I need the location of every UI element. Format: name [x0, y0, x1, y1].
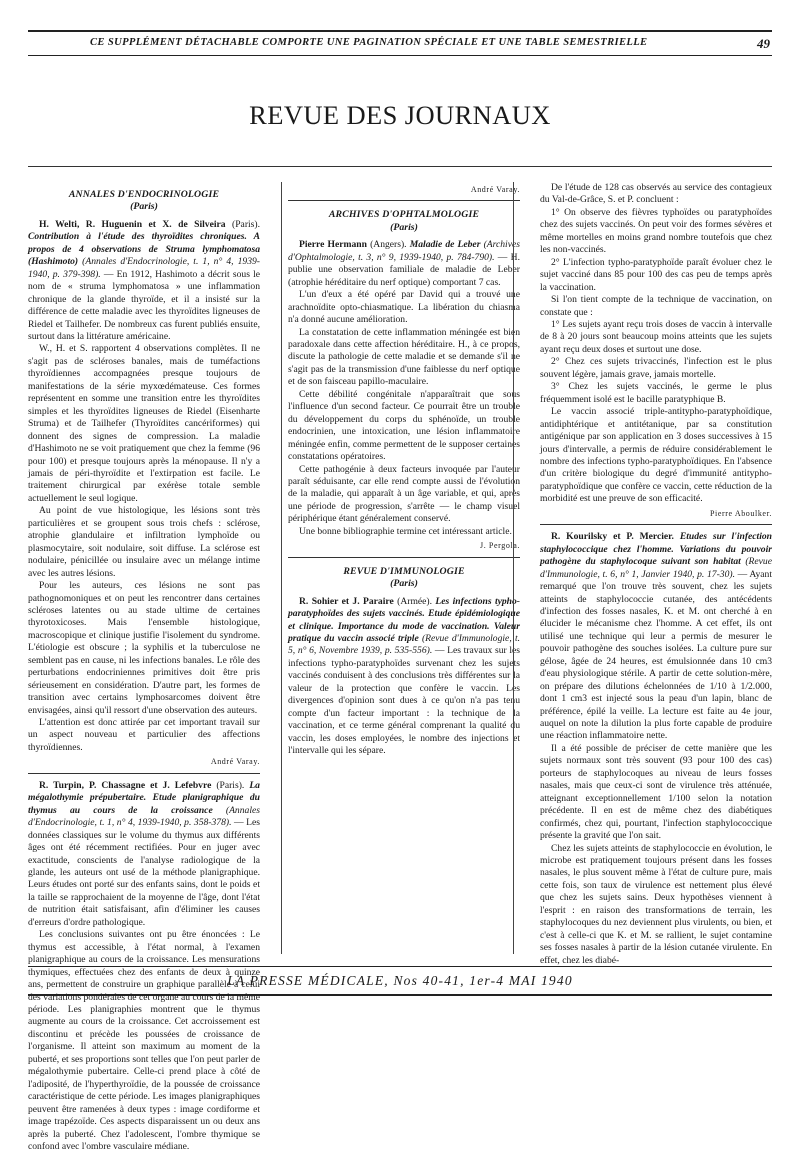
- article-signature: J. Pergola.: [479, 541, 520, 551]
- title-rule: [28, 166, 772, 167]
- article-paragraph: 1° Les sujets ayant reçu trois doses de vaccin à intervalle de 8 à 20 jours sont beaucoup moins atteints que les sujets ayant reçu deux doses et surtout une dose.: [540, 318, 772, 355]
- article-reference: (Revue d'Immunologie, t. 6, n° 1, Janvier 1940, p. 17-30).: [540, 556, 772, 580]
- article-paragraph: De l'étude de 128 cas observés au service des contagieux du Val-de-Grâce, S. et P. concluent :: [540, 182, 772, 206]
- article-title: Maladie de Leber: [409, 239, 481, 251]
- article-divider: [288, 200, 520, 201]
- article-hermann: [288, 239, 520, 289]
- running-head: [28, 30, 772, 56]
- article-authors: H. Welti, R. Huguenin et X. de Silveira: [39, 218, 226, 230]
- article-paragraph: — H. publie une observation familiale de maladie de Leber (atrophie héréditaire du nerf optique) comportant 7 cas.: [288, 251, 520, 288]
- page-number: 49: [757, 36, 770, 51]
- article-reference: (Archives d'Ophtalmologie, t. 3, n° 9, 1939-1940, p. 784-790).: [288, 239, 520, 263]
- article-reference: (Revue d'Immunologie, t. 5, n° 6, Novembre 1939, p. 535-556).: [288, 632, 521, 657]
- article-paragraph: Cette pathogénie à deux facteurs invoquée par l'auteur paraît séduisante, car elle rend compte aussi de l'évolution de la maladie, qui apparaît à un âge variable, et qui, après une période de progression, s'arrête — le champ visuel périphérique étant généralement conservé.: [288, 463, 520, 525]
- article-divider: [28, 773, 260, 774]
- article-city: (Paris).: [216, 779, 245, 791]
- article-paragraph: Chez les sujets atteints de staphylococcie en évolution, le microbe est pratiquement toujours présent dans les fosses nasales, le plus souvent même à l'état de culture pure, mais cette fois, son taux de virulence est nettement plus élevé que chez les sujets sains. Deux hypothèses viennent à l'esprit : en raison des transformations de terrain, les staphylocoques du nez deviennent plus virulents, ou bien, et c'est à celle-ci que K. et M. se rallient, le sujet contamine ses fosses nasales à partir de la lésion cutanée virulente. En effet, chez les diabé-: [540, 842, 772, 966]
- page-footer: [28, 966, 772, 996]
- article-authors: R. Kourilsky et P. Mercier.: [551, 531, 674, 543]
- article-paragraph: Une bonne bibliographie termine cet intéressant article.: [299, 525, 512, 537]
- article-authors: R. Sohier et J. Paraire: [299, 595, 394, 607]
- article-paragraph: La constatation de cette inflammation méningée est bien paradoxale dans cette affection héréditaire. H., à ce propos, discute la pathologie de cette maladie et se demande s'il ne s'agit pas de la transmission d'une faiblesse du nerf optique et de son faisceau papillo-maculaire.: [288, 326, 520, 388]
- article-paragraph: — Les données classiques sur le volume du thymus aux différents âges ont été récemment rectifiées. Pour en juger avec exactitude, conscients de l'analyse radiologique de la glande, les auteurs ont usé de la méthode planigraphique. Leurs études ont porté sur des enfants sains, dont le poids et la taille se rapprochaient de la moyenne de l'âge, dont l'état de nutrition était satisfaisant, afin d'éliminer les causes d'erreurs d'ordre pathologique.: [28, 817, 260, 928]
- column-1: [28, 182, 261, 1152]
- article-paragraph: Au point de vue histologique, les lésions sont très particulières et se groupent sous trois chefs : sclérose, atrophie glandulaire et infiltration lymphoïde ou plasmocytaire, soit nodulaire, soit diffuse. La sclérose est nodulaire, pénicillée ou insulaire avec un mélange intime avec les autres lésions.: [28, 505, 260, 579]
- article-city: (Angers).: [370, 239, 407, 251]
- article-reference: (Annales d'Endocrinologie, t. 1, n° 4, 1939-1940, p. 379-398).: [28, 256, 260, 280]
- article-kourilsky: [540, 531, 772, 743]
- article-sohier: [288, 596, 520, 758]
- column-2: [288, 182, 520, 954]
- footer-text: LA PRESSE MÉDICALE, Nos 40-41, 1er-4 MAI 1940: [227, 973, 573, 988]
- article-paragraph: Le vaccin associé triple-antitypho-paratyphoïdique, antidiphtérique et antitétanique, par sa constitution antigénique par son application en 3 doses successives à 15 jours d'intervalle, a permis de réduire considérablement le nombre des infections typho-paratyphoïdiques. En l'absence d'un critère biologique du degré d'immunité antitypho-paratyphoïdique que confère ce vaccin, cette réduction de la morbidité est une preuve de son efficacité.: [540, 406, 772, 505]
- section-city-immunologie: (Paris): [390, 578, 418, 590]
- article-paragraph: 3° Chez les sujets vaccinés, le germe le plus fréquemment isolé est le bacille paratyphique B.: [540, 381, 772, 405]
- section-heading-immunologie: REVUE D'IMMUNOLOGIE: [343, 565, 465, 577]
- journal-title: REVUE DES JOURNAUX: [249, 100, 551, 130]
- article-paragraph: Si l'on tient compte de la technique de vaccination, on constate que :: [540, 294, 772, 318]
- column-3: [540, 182, 773, 966]
- article-signature: Pierre Aboulker.: [709, 508, 772, 518]
- article-title: Les infections typho-paratyphoïdes des sujets vaccinés. Etude épidémiologique et clinique. Importance du mode de vaccination. Valeur pratique du vaccin associé triple: [288, 595, 520, 644]
- article-signature: André Varay.: [210, 757, 260, 767]
- section-city-ophtalmologie: (Paris): [390, 221, 418, 233]
- article-city: (Armée).: [397, 595, 433, 607]
- article-title: Etudes sur l'infection staphylococcique chez l'homme. Variations du pouvoir pathogène du staphylocoque suivant son habitat: [540, 531, 773, 568]
- article-reference: (Annales d'Endocrinologie, t. 1, n° 4, 1939-1940, p. 358-378).: [28, 804, 260, 829]
- article-paragraph-continues: Les conclusions suivantes ont pu être énoncées : Le thymus est accessible, à l'état normal, à l'examen planigraphique au cours de la croissance. Les mensurations thymiques, effectuées chez des enfants de deux à quinze ans, permettent de construire un graphique parallèle à celui des variations pondérales de cet organe au cours de la même période. Les planigraphies montrent que le thymus augmente au cours de la croissance. Cet accroissement est discontinu et précède les poussées de croissance de l'organisme. Il atteint son maximum au moment de la puberté, et ses proportions sont telles que l'on peut parler de mégalothymie pubertaire. Celle-ci prend place à côté de l'adiposité, de l'hyperthyroïdie, de la poussée de croissance caractéristique de cette période. Les images planigraphiques peuvent être ramenées à deux types : image cordiforme et image trapézoïde. Ces aspects disparaissent un ou deux ans après la puberté. Chez l'adolescent, l'ombre thymique se confond avec l'ombre vasculaire médiane.: [28, 929, 260, 1152]
- article-paragraph: — Ayant remarqué que l'on trouve très souvent, chez les sujets atteints de staphylococcie cutanée, des antécédents d'infection des fosses nasales, K. et M. ont cherché à en élucider le mécanisme chez l'homme. A cet effet, ils ont utilisé une technique qui leur a permis de mesurer le pouvoir pathogène des souches isolées. La culture pure sur gélose, âgée de 24 heures, est émulsionnée dans 10 cm3 d'eau physiologique stérile. A partir de cette solution-mère, on prépare des dilutions échelonnées de 1/10 à 1/2.000, dont 1 cm3 est injecté sous la peau d'un lapin, blanc de préférence, épilé la veille. La lecture est faite au 4e jour, auquel on note la dilution la plus forte capable de produire une réaction inflammatoire nette.: [540, 568, 772, 742]
- article-authors: R. Turpin, P. Chassagne et J. Lefebvre: [39, 779, 212, 791]
- article-paragraph: Il a été possible de préciser de cette manière que les sujets normaux sont très souvent (93 pour 100 des cas) porteurs de staphylocoques au niveau de leurs fosses nasales, mais que ceux-ci sont de virulence très atténuée, atteignant exceptionnellement 1/100 selon la notation précédente. Il en est de même chez des diabétiques confirmés, chez qui, pourtant, l'infection staphylococcique présente la gravité que l'on sait.: [540, 742, 772, 842]
- article-paragraph: W., H. et S. rapportent 4 observations complètes. Il ne s'agit pas de scléroses banales, mais de tuméfactions thyroïdiennes accompagnées presque toujours de manifestations de la série myxœdémateuse. Ces formes représentent en somme une transition entre les thyroïdites simples et les thyroïdites ligneuses de Riedel (Eisenharte Struma) et de Tailhefer (Thyroïdites cancériformes) qui donnent des signes de compression. La maladie d'Hashimoto ne se voit pratiquement que chez la femme (96 pour 100) et presque toujours après la ménopause. Il n'y a jamais de péri-thyroïdite et l'extirpation est facile. Le traitement chirurgical par exérèse totale semble actuellement le seul logique.: [28, 343, 260, 504]
- article-paragraph: 2° L'infection typho-paratyphoïde paraît évoluer chez le sujet vacciné dans 85 pour 100 des cas peu de temps après la vaccination.: [540, 256, 772, 293]
- article-paragraph: Cette débilité congénitale n'apparaîtrait que sous l'influence d'un second facteur. Ce pourrait être un trouble du développement du corps du sphénoïde, un trouble endocrinien, une intoxication, une lésion inflammatoire méningée enfin, comme permettent de le supposer certaines constatations opératoires.: [288, 388, 520, 463]
- article-paragraph: 1° On observe des fièvres typhoïdes ou paratyphoïdes chez des sujets vaccinés. On peut voir des formes sévères et même mortelles en moins grand nombre toutefois que chez les non-vaccinés.: [540, 206, 772, 256]
- article-title: La mégalothymie prépubertaire. Etude planigraphique du thymus au cours de la croissance: [28, 779, 260, 816]
- section-city-endocrinologie: (Paris): [130, 201, 158, 213]
- article-paragraph: L'attention est donc attirée par cet important travail sur un aspect nouveau et particulier des affections thyroïdiennes.: [28, 717, 260, 753]
- article-divider: [540, 524, 772, 525]
- article-turpin: [28, 780, 260, 929]
- article-divider: [288, 557, 520, 558]
- article-paragraph: — En 1912, Hashimoto a décrit sous le nom de « struma lymphomatosa » une inflammation chronique de la glande thyroïde, et il a insisté sur la différence de cette maladie avec les thyroïdites ligneuses de Riedel et Tailhefer. De nombreux cas furent publiés ensuite, surtout dans la littérature américaine.: [28, 268, 261, 342]
- running-head-text: CE SUPPLÉMENT DÉTACHABLE COMPORTE UNE PAGINATION SPÉCIALE ET UNE TABLE SEMESTRIELLE: [90, 37, 648, 48]
- article-paragraph: 2° Chez ces sujets trivaccinés, l'infection est le plus souvent légère, jamais grave, jamais mortelle.: [540, 356, 772, 380]
- article-welti: [28, 219, 260, 344]
- section-heading-endocrinologie: ANNALES D'ENDOCRINOLOGIE: [68, 189, 220, 200]
- article-paragraph: Pour les auteurs, ces lésions ne sont pas pathognomoniques et on peut les rencontrer dans certaines scléroses latentes ou au stade ultime de certaines thyrotoxicoses. Mais l'ensemble histologique, macroscopique et clinique justifie l'isolement du syndrome. L'étiologie est obscure ; la syphilis et la tuberculose ne semblent pas en cause, ni les infections banales. Le rôle des perturbations endocriniennes primitives doit être pris sérieusement en considération. D'autre part, les formes de transition avec certains lymphosarcomes doivent être envisagées, ainsi qu'il ressort d'une observation des auteurs.: [28, 580, 260, 716]
- article-title: Contribution à l'étude des thyroïdites chroniques. A propos de 4 observations de Struma lymphomatosa (Hashimoto): [28, 231, 260, 268]
- column-divider: [281, 182, 282, 954]
- article-signature: André Varay.: [470, 185, 520, 194]
- article-authors: Pierre Hermann: [299, 239, 367, 251]
- section-heading-ophtalmologie: ARCHIVES D'OPHTALMOLOGIE: [328, 209, 480, 221]
- article-city: (Paris).: [232, 218, 261, 230]
- column-divider: [513, 182, 514, 954]
- article-paragraph-continues: — Les travaux sur les infections typho-paratyphoïdes survenant chez les sujets vaccinés conduisent à des conclusions très différentes sur la valeur de la protection que confère le vaccin. Les divergences d'opinion sont dues à ce qu'on n'a pas tenu compte d'un facteur important : la technique de la vaccination, et ce terme général comprenant la qualité du vaccin, les doses employées, le nombre des injections et l'intervalle qui les sépare.: [288, 645, 520, 757]
- article-paragraph: L'un d'eux a été opéré par David qui a trouvé une arachnoïdite opto-chiasmatique. La libération du chiasma n'a donné aucune amélioration.: [288, 289, 520, 326]
